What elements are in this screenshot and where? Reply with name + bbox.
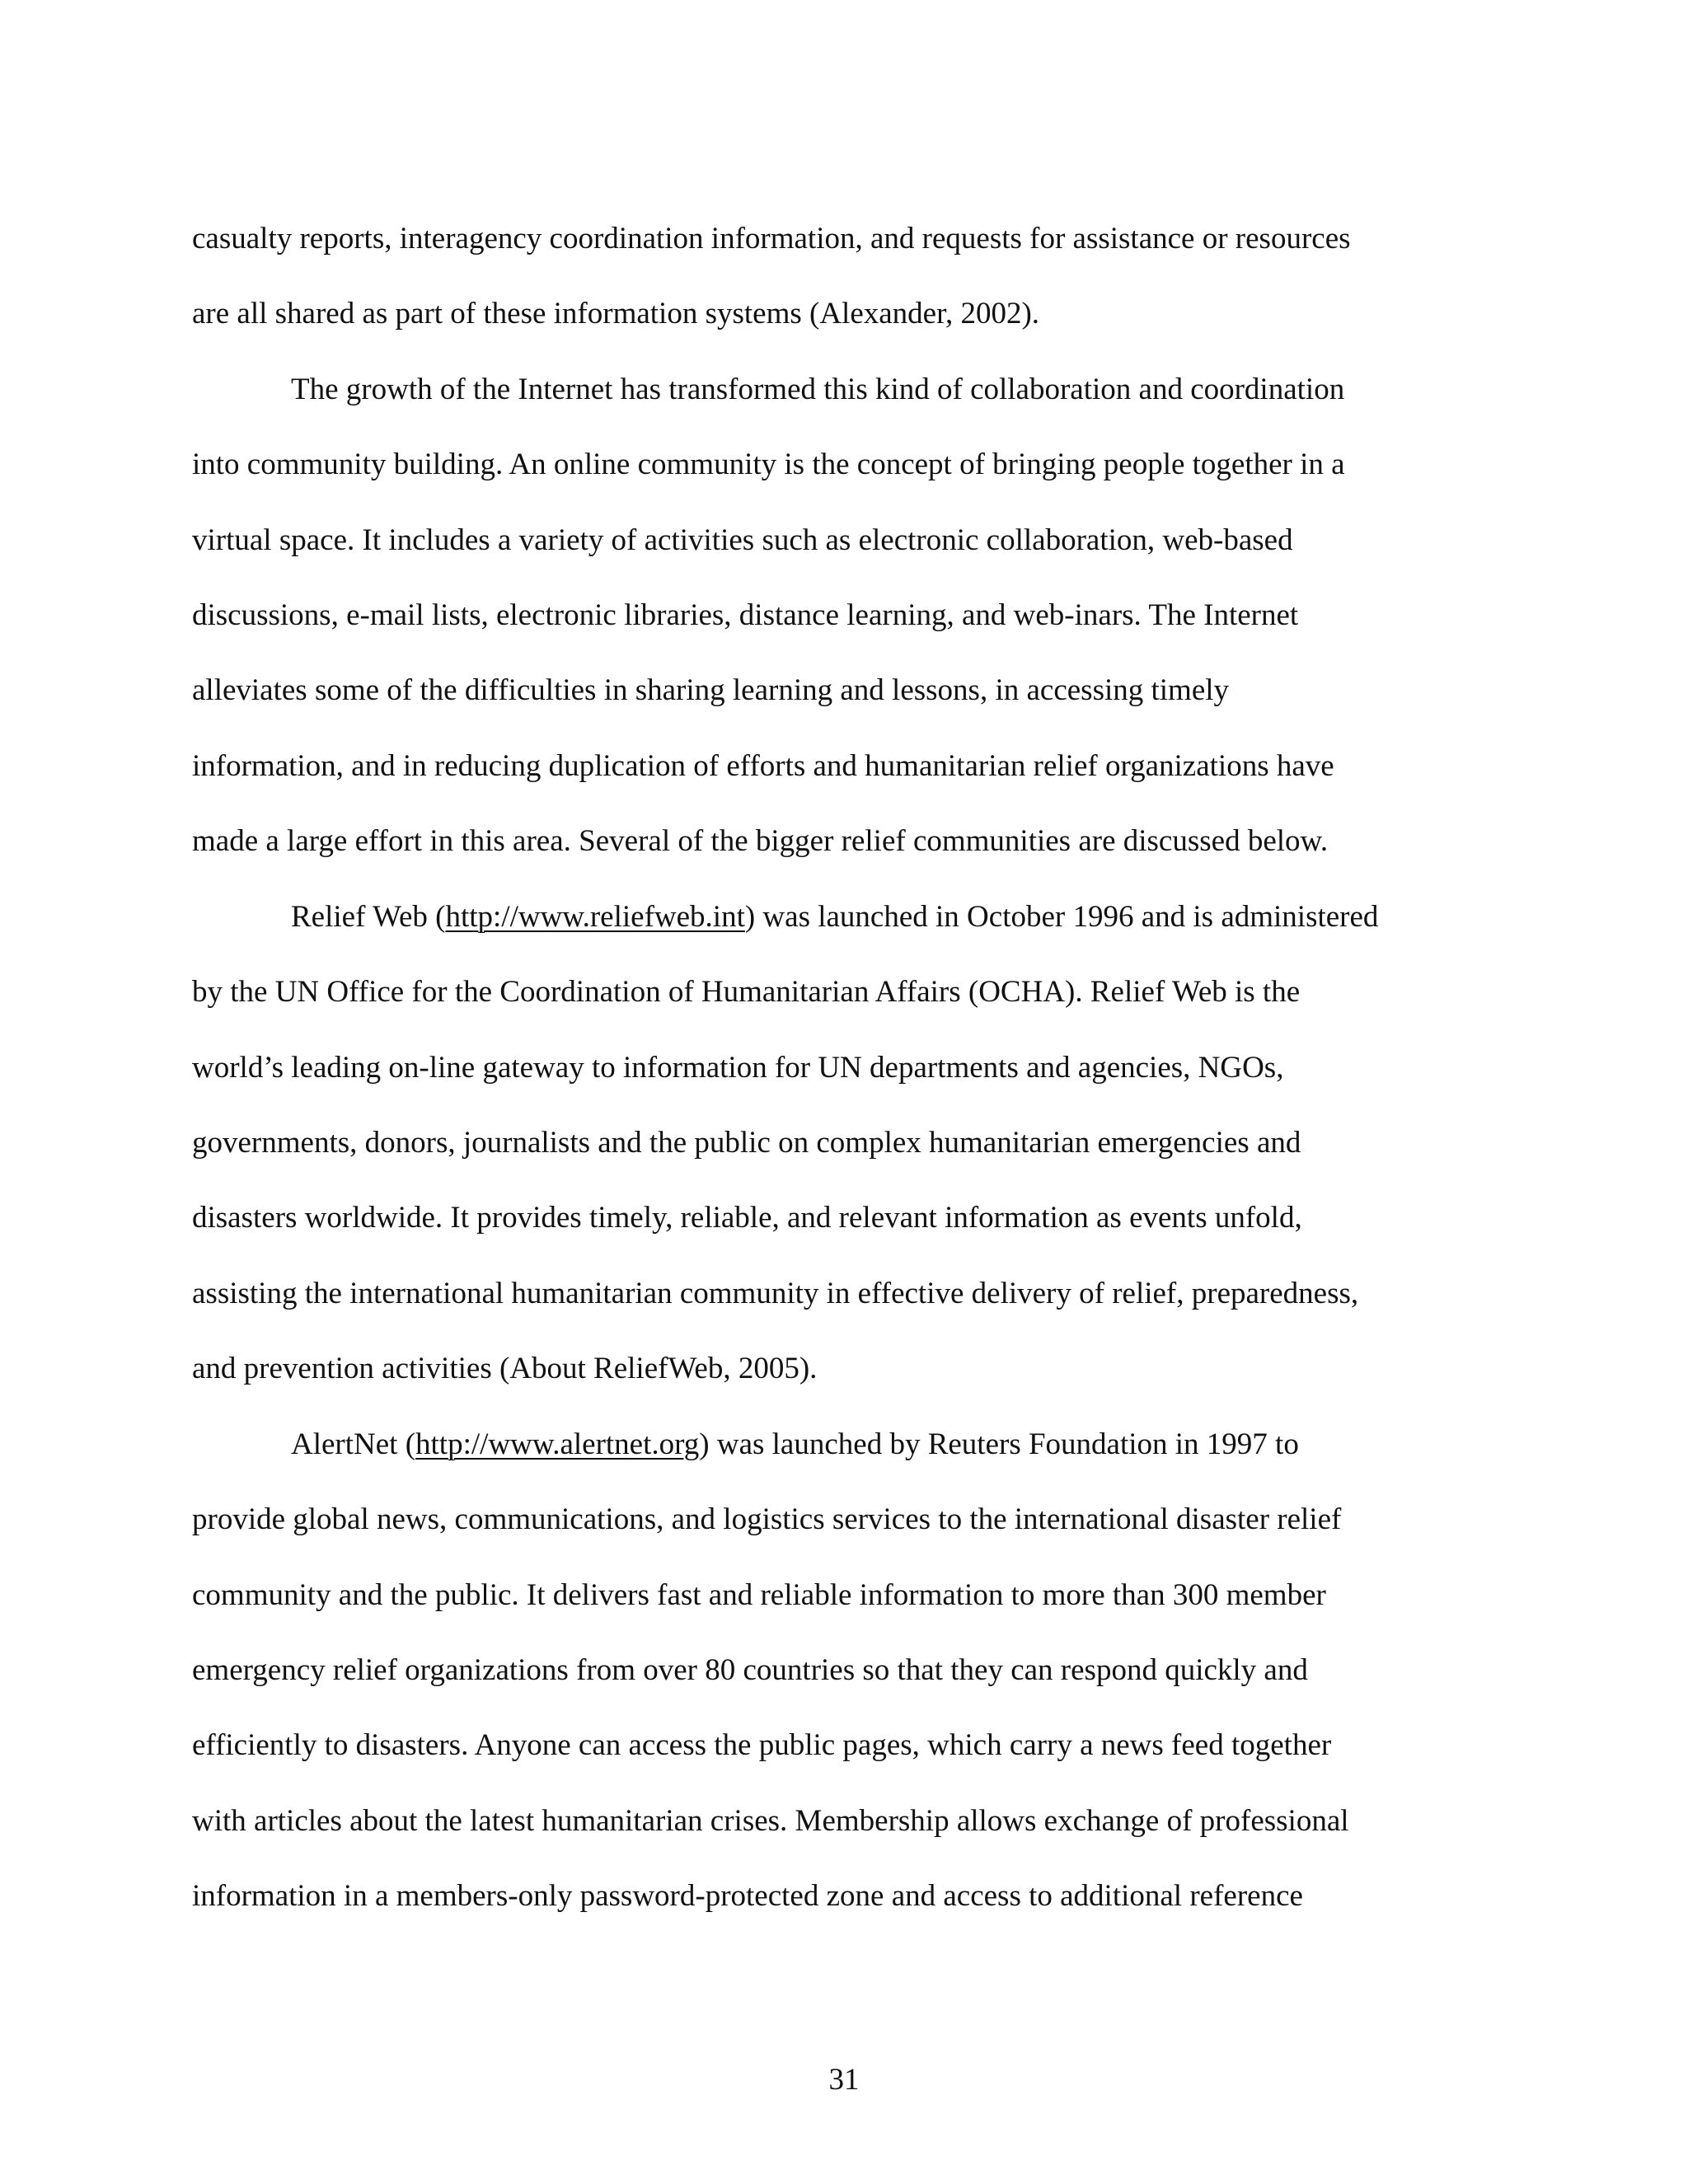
text-line <box>291 1427 1299 1463</box>
text-line: made a large effort in this area. Several of the bigger relief communities are discussed below. <box>192 824 1329 858</box>
text-segment: ) was launched by Reuters Foundation in 1997 to <box>699 1427 1299 1461</box>
page-number: 31 <box>828 2063 860 2097</box>
text-line: efficiently to disasters. Anyone can access the public pages, which carry a news feed together <box>192 1728 1332 1762</box>
text-line: world’s leading on-line gateway to information for UN departments and agencies, NGOs, <box>192 1051 1284 1085</box>
text-line: The growth of the Internet has transformed this kind of collaboration and coordination <box>291 373 1345 406</box>
text-line: assisting the international humanitarian community in effective delivery of relief, preparedness, <box>192 1277 1359 1310</box>
text-line: information, and in reducing duplication of efforts and humanitarian relief organizations have <box>192 749 1334 783</box>
text-line: virtual space. It includes a variety of activities such as electronic collaboration, web-based <box>192 523 1293 557</box>
text-segment: AlertNet ( <box>291 1427 416 1461</box>
text-line: are all shared as part of these information systems (Alexander, 2002). <box>192 297 1040 330</box>
text-line: information in a members-only password-protected zone and access to additional reference <box>192 1879 1303 1913</box>
reliefweb-link[interactable]: http://www.reliefweb.int <box>445 900 745 934</box>
text-line: casualty reports, interagency coordination information, and requests for assistance or resources <box>192 222 1351 255</box>
alertnet-link[interactable]: http://www.alertnet.org <box>415 1427 700 1461</box>
text-line: provide global news, communications, and logistics services to the international disaster relief <box>192 1502 1342 1536</box>
text-line: and prevention activities (About ReliefWeb, 2005). <box>192 1352 818 1385</box>
text-line: emergency relief organizations from over 80 countries so that they can respond quickly and <box>192 1653 1308 1687</box>
text-line: governments, donors, journalists and the public on complex humanitarian emergencies and <box>192 1126 1301 1160</box>
text-segment: Relief Web ( <box>291 900 446 934</box>
text-line <box>291 899 1378 935</box>
text-line: alleviates some of the difficulties in sharing learning and lessons, in accessing timely <box>192 673 1230 707</box>
text-segment: ) was launched in October 1996 and is administered <box>744 900 1379 934</box>
text-line: with articles about the latest humanitarian crises. Membership allows exchange of professional <box>192 1804 1349 1838</box>
text-line: disasters worldwide. It provides timely, reliable, and relevant information as events unfold, <box>192 1201 1302 1235</box>
text-line: by the UN Office for the Coordination of Humanitarian Affairs (OCHA). Relief Web is the <box>192 975 1301 1009</box>
text-line: discussions, e-mail lists, electronic libraries, distance learning, and web-inars. The Internet <box>192 598 1299 632</box>
text-line: community and the public. It delivers fast and reliable information to more than 300 member <box>192 1578 1326 1612</box>
text-line: into community building. An online community is the concept of bringing people together in a <box>192 448 1345 481</box>
